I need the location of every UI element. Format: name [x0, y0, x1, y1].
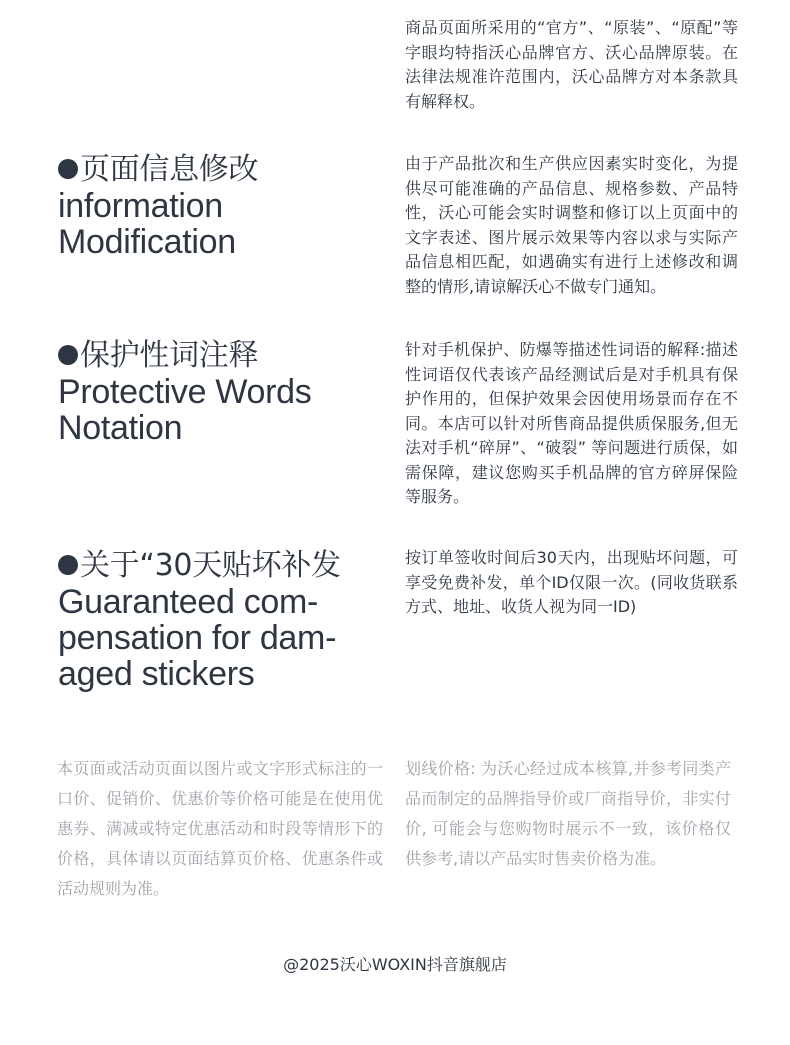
protective-words-title-en: Protective Words Notation [58, 373, 312, 447]
guarantee-title-cn: 关于“30天贴坏补发 [80, 548, 341, 583]
info-modification-body: 由于产品批次和生产供应因素实时变化，为提供尽可能准确的产品信息、规格参数、产品特性，沃心可能会实时调整和修订以上页面中的文字表述、图片展示效果等内容以求与实际产品信息相匹配，如遇确实有进行上述修改和调整的情形,请谅解沃心不做专门通知。 [405, 154, 738, 296]
protective-words-heading [58, 338, 358, 446]
guarantee-title-en: Guaranteed com-pensation for dam-aged stickers [58, 583, 337, 693]
guarantee-body: 按订单签收时间后30天内，出现贴坏问题，可享受免费补发，单个ID仅限一次。(同收货联系方式、地址、收货人视为同一ID) [405, 548, 738, 616]
info-modification-title-cn: 页面信息修改 [80, 152, 259, 187]
protective-words-title-cn: 保护性词注释 [80, 338, 259, 373]
bullet-icon [58, 159, 78, 179]
price-footnote-right: 划线价格: 为沃心经过成本核算,并参考同类产品而制定的品牌指导价或厂商指导价，非实付价, 可能会与您购物时展示不一致，该价格仅供参考,请以产品实时售卖价格为准。 [405, 759, 731, 868]
protective-words-body: 针对手机保护、防爆等描述性词语的解释:描述性词语仅代表该产品经测试后是对手机具有保护作用的，但保护效果会因使用场景而存在不同。本店可以针对所售商品提供质保服务,但无法对手机“碎屏”、“破裂” 等问题进行质保，如需保障，建议您购买手机品牌的官方碎屏保险等服务。 [405, 340, 738, 506]
price-footnote-left: 本页面或活动页面以图片或文字形式标注的一口价、促销价、优惠价等价格可能是在使用优惠券、满减或特定优惠活动和时段等情形下的价格，具体请以页面结算页价格、优惠条件或活动规则为准。 [57, 759, 383, 898]
guarantee-heading [58, 548, 358, 692]
bullet-icon [58, 345, 78, 365]
copyright-text: @2025沃心WOXIN抖音旗舰店 [283, 955, 507, 974]
info-modification-heading [58, 152, 358, 260]
intro-paragraph: 商品页面所采用的“官方”、“原装”、“原配”等字眼均特指沃心品牌官方、沃心品牌原装。在法律法规准许范围内，沃心品牌方对本条款具有解释权。 [405, 18, 738, 111]
bullet-icon [58, 555, 78, 575]
info-modification-title-en: information Modification [58, 187, 236, 261]
